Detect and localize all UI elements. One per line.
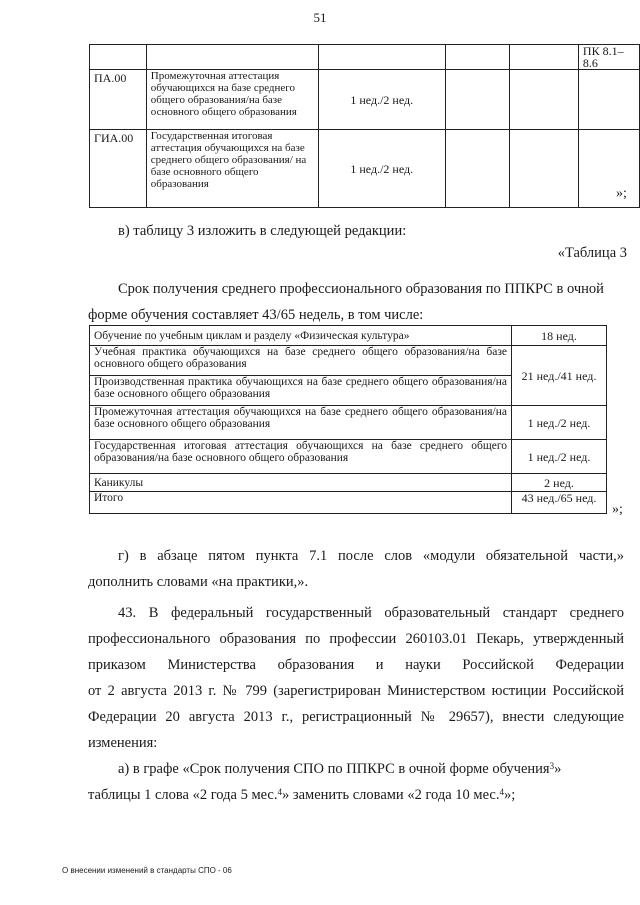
table-row — [90, 70, 640, 130]
row-duration: 21 нед./41 нед. — [512, 346, 607, 406]
table-row — [90, 474, 607, 492]
text-run: а) в графе «Срок получения СПО по ППКРС в очной форме обучения — [118, 761, 550, 777]
row-duration: 18 нед. — [512, 326, 607, 346]
row-duration: 1 нед./2 нед. — [318, 70, 445, 130]
table-row — [90, 492, 607, 514]
row-name: Государственная итоговая аттестация обучающихся на базе среднего общего образования/на базе основного общего образования — [90, 440, 512, 474]
competency-table — [89, 44, 640, 208]
table3-label: «Таблица 3 — [557, 245, 627, 261]
table-row — [90, 45, 640, 70]
paragraph-a-line — [118, 756, 561, 782]
intro-line: Срок получения среднего профессионального образования по ППКРС в очной — [118, 281, 604, 297]
table-closing-mark: »; — [612, 502, 623, 517]
duration-table — [89, 325, 607, 514]
row-description: Промежуточная аттестация обучающихся на базе среднего общего образования/на базе основного общего образования — [146, 70, 318, 130]
row-code: ПА.00 — [90, 70, 147, 130]
footnote-ref: 4 — [277, 787, 282, 797]
paragraph-43-line: 43. В федеральный государственный образовательный стандарт среднего — [118, 605, 624, 621]
text-run: таблицы 1 слова «2 года 5 мес. — [88, 787, 278, 803]
table-row — [90, 440, 607, 474]
row-duration: 1 нед./2 нед. — [318, 130, 445, 208]
row-duration: 2 нед. — [512, 474, 607, 492]
page-footer: О внесении изменений в стандарты СПО - 06 — [62, 866, 232, 875]
paragraph-43-line: профессионального образования по профессии 260103.01 Пекарь, утвержденный — [88, 631, 624, 647]
row-name: Обучение по учебным циклам и разделу «Физическая культура» — [90, 326, 512, 346]
paragraph-v: в) таблицу 3 изложить в следующей редакции: — [118, 223, 407, 239]
row-code: ГИА.00 — [90, 130, 147, 208]
footnote-ref: 3 — [549, 761, 555, 771]
footnote-ref: 4 — [499, 787, 504, 797]
row-duration: 43 нед./65 нед. — [512, 492, 607, 514]
table-row — [90, 346, 607, 376]
row-duration: 1 нед./2 нед. — [512, 406, 607, 440]
page-number: 51 — [313, 10, 327, 25]
intro-line: форме обучения составляет 43/65 недель, в том числе: — [88, 307, 424, 323]
row-name: Каникулы — [90, 474, 512, 492]
paragraph-a-line — [88, 782, 515, 808]
text-run: » — [554, 761, 562, 777]
competency-code: ПК 8.1–8.6 — [578, 45, 639, 70]
paragraph-g-line: дополнить словами «на практики,». — [88, 574, 309, 590]
paragraph-43-line: Федерации 20 августа 2013 г., регистрационный № 29657), внести следующие — [88, 709, 624, 725]
text-run: » заменить словами «2 года 10 мес. — [282, 787, 500, 803]
paragraph-43-line: приказом Министерства образования и науки Российской Федерации — [88, 657, 624, 673]
row-name: Промежуточная аттестация обучающихся на базе среднего общего образования/на базе основного общего образования — [90, 406, 512, 440]
table-closing-mark: »; — [616, 186, 627, 201]
text-run: »; — [503, 787, 516, 803]
paragraph-g-line: г) в абзаце пятом пункта 7.1 после слов «модули обязательной части,» — [118, 548, 624, 564]
table-row — [90, 130, 640, 208]
row-name: Учебная практика обучающихся на базе среднего общего образования/на базе основного общего образования — [90, 346, 512, 376]
table-row — [90, 326, 607, 346]
row-description: Государственная итоговая аттестация обучающихся на базе среднего общего образования/ на базе основного общего образования — [146, 130, 318, 208]
table-row — [90, 406, 607, 440]
row-name: Производственная практика обучающихся на базе среднего общего образования/на базе основного общего образования — [90, 376, 512, 406]
paragraph-43-line: от 2 августа 2013 г. № 799 (зарегистрирован Министерством юстиции Российской — [88, 683, 624, 699]
paragraph-43-line: изменения: — [88, 735, 158, 751]
row-name: Итого — [90, 492, 512, 514]
row-duration: 1 нед./2 нед. — [512, 440, 607, 474]
